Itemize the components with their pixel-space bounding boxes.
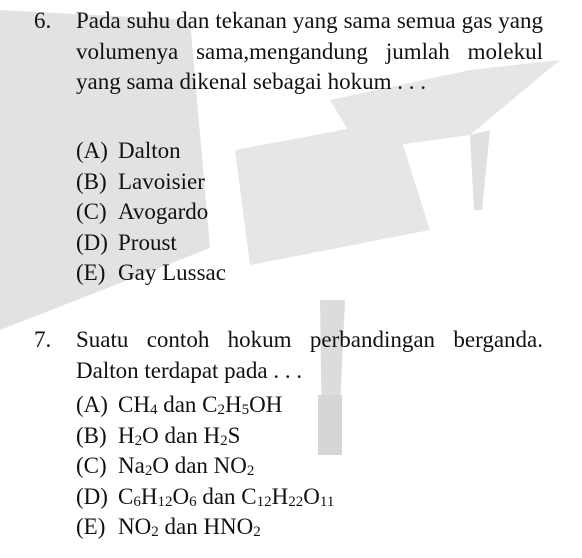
formula-subscript: 6	[189, 493, 197, 510]
formula-text: H	[140, 483, 158, 509]
formula-text: CH	[118, 392, 150, 417]
option-formula	[118, 390, 282, 421]
formula-subscript: 22	[288, 493, 304, 510]
option-c	[76, 451, 334, 482]
option-text: Lavoisier	[118, 168, 205, 194]
option-text: Gay Lussac	[118, 260, 226, 285]
formula-text: O dan H	[142, 422, 221, 448]
formula-text: Na	[118, 453, 145, 478]
formula-text: S	[227, 422, 241, 448]
formula-subscript: 2	[253, 524, 261, 540]
option-letter: (C)	[76, 453, 107, 478]
formula-text: NO	[118, 514, 152, 539]
question-text: Suatu contoh hokum perbandingan berganda. Dalton terdapat pada . . .	[76, 327, 543, 383]
option-d	[76, 482, 334, 513]
option-text: Avogardo	[118, 199, 209, 224]
option-e	[76, 512, 334, 543]
formula-text: dan C	[196, 483, 257, 509]
option-letter: (D)	[76, 229, 108, 255]
formula-text: H	[271, 483, 289, 509]
option-a	[76, 390, 334, 421]
formula-text: OH	[249, 392, 283, 417]
option-formula	[118, 482, 334, 513]
formula-text: O dan NO	[152, 453, 247, 478]
option-formula	[118, 421, 240, 452]
option-letter: (E)	[76, 514, 106, 539]
formula-subscript: 2	[246, 463, 255, 479]
option-letter: (B)	[76, 168, 107, 194]
option-formula	[118, 451, 254, 482]
option-a	[76, 136, 226, 167]
formula-subscript: 2	[217, 402, 226, 418]
formula-text: dan HNO	[158, 514, 254, 539]
formula-subscript: 12	[157, 493, 173, 510]
answer-options	[76, 136, 226, 289]
formula-subscript: 6	[133, 493, 141, 510]
answer-options	[76, 390, 334, 543]
option-letter: (E)	[76, 260, 106, 285]
question-number: 7.	[34, 327, 52, 352]
formula-subscript: 2	[134, 432, 143, 449]
option-letter: (B)	[76, 422, 107, 448]
option-letter: (A)	[76, 138, 108, 163]
option-d	[76, 228, 226, 259]
formula-text: C	[118, 483, 134, 509]
option-formula	[118, 512, 261, 543]
formula-text: H	[118, 422, 135, 448]
option-letter: (A)	[76, 392, 108, 417]
option-e	[76, 258, 226, 289]
option-letter: (D)	[76, 483, 108, 509]
question-text: Pada suhu dan tekanan yang sama semua gas yang volumenya sama,mengandung jumlah molekul yang sama dikenal sebagai hokum . . .	[76, 8, 543, 94]
option-c	[76, 197, 226, 228]
formula-subscript: 4	[149, 402, 158, 418]
question-number: 6.	[34, 8, 52, 33]
formula-text: H	[225, 392, 242, 417]
formula-text: O	[172, 483, 190, 509]
option-text: Dalton	[118, 138, 181, 163]
option-b	[76, 167, 226, 198]
formula-text: O	[303, 483, 320, 509]
formula-subscript: 2	[144, 463, 153, 479]
formula-subscript: 11	[319, 493, 335, 510]
formula-subscript: 2	[220, 432, 228, 449]
option-b	[76, 421, 334, 452]
formula-subscript: 12	[256, 493, 272, 510]
formula-subscript: 5	[241, 402, 250, 418]
option-text: Proust	[118, 229, 177, 255]
option-letter: (C)	[76, 199, 107, 224]
formula-subscript: 2	[151, 524, 159, 540]
formula-text: dan C	[157, 392, 218, 417]
